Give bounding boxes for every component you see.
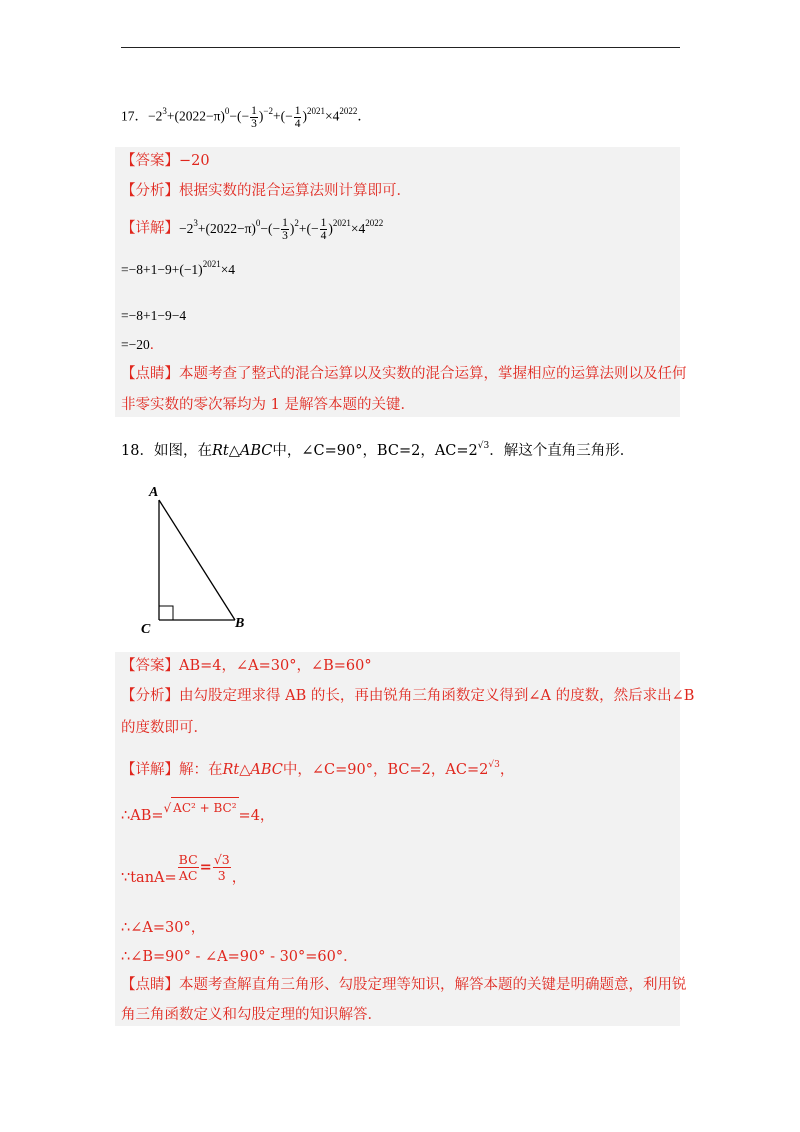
q17-step-1: $=-8+1-9+(-1)^{2021}\times 4$ bbox=[121, 259, 236, 277]
q18-analysis-line-2: 的度数即可． bbox=[121, 720, 208, 736]
q18-comment-line-2: 角三角函数定义和勾股定理的知识解答． bbox=[121, 1007, 382, 1023]
q18-comment-line-1: 【点睛】本题考查解直角三角形、勾股定理等知识，解答本题的关键是明确题意，利用锐 bbox=[121, 977, 687, 993]
q18-solution-panel bbox=[115, 652, 680, 1026]
q18-stem: 18．如图，在Rt△ABC中，∠C=90°，BC=2，$AC=2^{√3}$．解这个直角三角形． bbox=[121, 441, 635, 459]
q17-step-2: =−8+1−9−4 bbox=[121, 308, 187, 323]
q17-stem: 17．$-2^3+(2022-\pi)^0-(-$ $\frac{1}{3}$ )$^{-2}$+(− $\frac{1}{4}$ )$^{2021}\times 4^{2022}$． bbox=[121, 105, 371, 130]
q18-analysis-line-1: 【分析】由勾股定理求得 AB 的长，再由锐角三角函数定义得到∠A 的度数，然后求出∠B bbox=[121, 688, 695, 704]
q18-ab-line: ∴AB=$^{√ AC^2 + BC^2}$ =4， bbox=[121, 805, 274, 826]
q17-step-3: =−20． bbox=[121, 337, 164, 352]
vertex-label-c: C bbox=[141, 622, 151, 637]
vertex-label-a: A bbox=[149, 485, 159, 500]
header-rule bbox=[121, 47, 680, 48]
q18-detail-line-1: 【详解】解：在Rt△ABC中，∠C=90°，BC=2，$AC=2^{√3}$， bbox=[121, 760, 515, 778]
side-ab bbox=[159, 500, 235, 620]
q17-comment-line-1: 【点睛】本题考查了整式的混合运算以及实数的混合运算，掌握相应的运算法则以及任何 bbox=[121, 366, 687, 382]
q17-detail: 【详解】$-2^3+(2022-\pi)^0-(-$ $\frac{1}{3}$ )$^2$+(− $\frac{1}{4}$ )$^{2021}\times 4^{2022}$ bbox=[121, 217, 384, 242]
right-triangle-figure bbox=[138, 480, 268, 640]
vertex-label-b: B bbox=[235, 616, 245, 631]
q17-analysis: 【分析】根据实数的混合运算法则计算即可． bbox=[121, 183, 411, 199]
q18-angle-a-line: ∴∠A=30°， bbox=[121, 920, 206, 936]
right-angle-marker bbox=[159, 606, 173, 620]
q18-angle-b-line: ∴∠B=90° - ∠A=90° - 30°=60°． bbox=[121, 949, 358, 965]
q18-answer: 【答案】AB=4，∠A=30°，∠B=60° bbox=[121, 658, 372, 674]
q18-tan-line: ∵tanA= $\frac{BC}{AC}$ = $\frac{√3}{3}$ ， bbox=[121, 852, 247, 886]
q17-comment-line-2: 非零实数的零次幂均为 1 是解答本题的关键． bbox=[121, 397, 415, 413]
q17-answer: 【答案】−20 bbox=[121, 153, 210, 169]
